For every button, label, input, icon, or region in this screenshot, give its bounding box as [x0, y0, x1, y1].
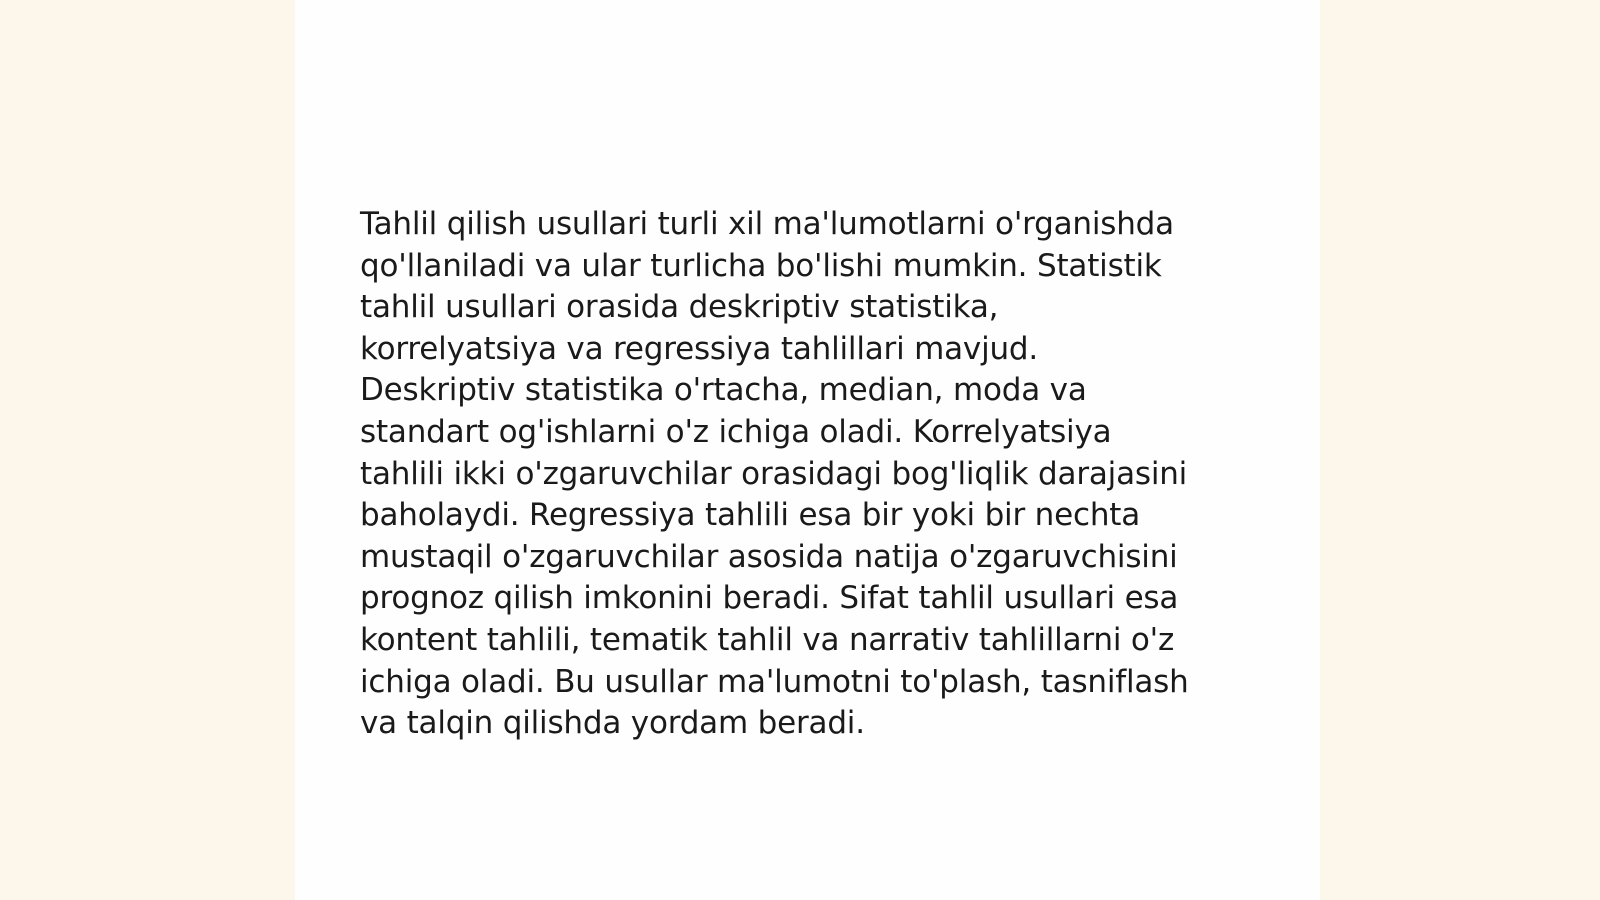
- slide-canvas: [295, 0, 1320, 900]
- left-margin-panel: [0, 0, 295, 900]
- slide-body-text: Tahlil qilish usullari turli xil ma'lumotlarni o'rganishda qo'llaniladi va ular turlicha bo'lishi mumkin. Statistik tahlil usullari orasida deskriptiv statistika, korrelyatsiya va regressiya tahlillari mavjud. Deskriptiv statistika o'rtacha, median, moda va standart og'ishlarni o'z ichiga oladi. Korrelyatsiya tahlili ikki o'zgaruvchilar orasidagi bog'liqlik darajasini baholaydi. Regressiya tahlili esa bir yoki bir nechta mustaqil o'zgaruvchilar asosida natija o'zgaruvchisini prognoz qilish imkonini beradi. Sifat tahlil usullari esa kontent tahlili, tematik tahlil va narrativ tahlillarni o'z ichiga oladi. Bu usullar ma'lumotni to'plash, tasniflash va talqin qilishda yordam beradi.: [360, 206, 1189, 742]
- right-margin-panel: [1320, 0, 1600, 900]
